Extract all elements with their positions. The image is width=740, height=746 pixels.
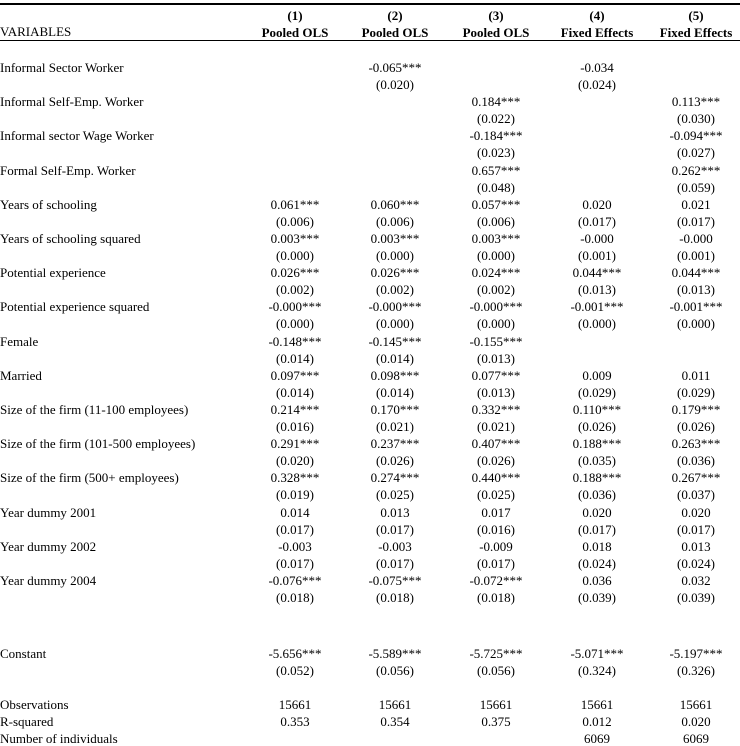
- std-error-cell: (0.023): [477, 145, 515, 160]
- coefficient-cell: -0.009: [479, 539, 513, 554]
- row-label: Year dummy 2001: [0, 505, 97, 520]
- coefficient-cell: 0.032: [681, 573, 711, 588]
- coefficient-cell: 0.657***: [471, 163, 521, 178]
- coefficient-cell: 0.179***: [671, 402, 721, 417]
- std-error-cell: (0.026): [477, 453, 515, 468]
- coefficient-cell: -5.197***: [669, 646, 723, 661]
- coefficient-cell: 0.188***: [572, 470, 622, 485]
- std-error-cell: (0.020): [376, 77, 414, 92]
- column-model: Pooled OLS: [462, 25, 530, 40]
- coefficient-cell: -0.001***: [669, 299, 723, 314]
- column-number: (5): [688, 8, 704, 23]
- row-label: Potential experience squared: [0, 299, 150, 314]
- std-error-cell: (0.020): [276, 453, 314, 468]
- coefficient-cell: 0.020: [582, 505, 612, 520]
- stat-cell: 15661: [378, 697, 412, 712]
- coefficient-cell: 0.098***: [370, 368, 420, 383]
- coefficient-cell: -0.000***: [469, 299, 523, 314]
- column-number: (4): [589, 8, 605, 23]
- std-error-cell: (0.017): [677, 214, 715, 229]
- coefficient-cell: -0.001***: [570, 299, 624, 314]
- coefficient-cell: 0.077***: [471, 368, 521, 383]
- std-error-cell: (0.017): [578, 214, 616, 229]
- std-error-cell: (0.000): [376, 316, 414, 331]
- std-error-cell: (0.036): [677, 453, 715, 468]
- std-error-cell: (0.024): [578, 77, 616, 92]
- std-error-cell: (0.002): [276, 282, 314, 297]
- std-error-cell: (0.326): [677, 663, 715, 678]
- column-number: (2): [387, 8, 403, 23]
- std-error-cell: (0.025): [477, 487, 515, 502]
- coefficient-cell: 0.003***: [370, 231, 420, 246]
- std-error-cell: (0.002): [477, 282, 515, 297]
- row-label: Informal sector Wage Worker: [0, 128, 154, 143]
- coefficient-cell: -0.034: [580, 60, 614, 75]
- coefficient-cell: 0.024***: [471, 265, 521, 280]
- column-header-5: [651, 7, 740, 41]
- std-error-cell: (0.039): [677, 590, 715, 605]
- std-error-cell: (0.001): [578, 248, 616, 263]
- row-label: Constant: [0, 646, 47, 661]
- stat-label: Number of individuals: [0, 731, 118, 746]
- stat-cell: 15661: [679, 697, 713, 712]
- coefficient-cell: 0.003***: [270, 231, 320, 246]
- std-error-cell: (0.006): [276, 214, 314, 229]
- coefficient-cell: 0.018: [582, 539, 612, 554]
- std-error-cell: (0.021): [477, 419, 515, 434]
- std-error-cell: (0.013): [677, 282, 715, 297]
- std-error-cell: (0.036): [578, 487, 616, 502]
- coefficient-cell: -5.656***: [268, 646, 322, 661]
- coefficient-cell: 0.011: [681, 368, 711, 383]
- table-top-rule: [0, 3, 740, 5]
- column-number: (3): [488, 8, 504, 23]
- std-error-cell: (0.000): [276, 248, 314, 263]
- std-error-cell: (0.026): [578, 419, 616, 434]
- coefficient-cell: 0.263***: [671, 436, 721, 451]
- coefficient-cell: -0.003: [378, 539, 412, 554]
- coefficient-cell: 0.407***: [471, 436, 521, 451]
- std-error-cell: (0.030): [677, 111, 715, 126]
- coefficient-cell: 0.014: [280, 505, 310, 520]
- std-error-cell: (0.019): [276, 487, 314, 502]
- std-error-cell: (0.026): [376, 453, 414, 468]
- stat-cell: 6069: [584, 731, 610, 746]
- column-header-4: [547, 7, 647, 41]
- coefficient-cell: 0.440***: [471, 470, 521, 485]
- std-error-cell: (0.013): [477, 385, 515, 400]
- row-label: Size of the firm (500+ employees): [0, 470, 179, 485]
- std-error-cell: (0.006): [477, 214, 515, 229]
- coefficient-cell: 0.291***: [270, 436, 320, 451]
- std-error-cell: (0.017): [276, 522, 314, 537]
- coefficient-cell: 0.214***: [270, 402, 320, 417]
- std-error-cell: (0.000): [477, 316, 515, 331]
- coefficient-cell: 0.017: [481, 505, 511, 520]
- column-header-1: [245, 7, 345, 41]
- std-error-cell: (0.000): [276, 316, 314, 331]
- std-error-cell: (0.324): [578, 663, 616, 678]
- coefficient-cell: 0.044***: [671, 265, 721, 280]
- coefficient-cell: 0.009: [582, 368, 612, 383]
- std-error-cell: (0.048): [477, 180, 515, 195]
- std-error-cell: (0.013): [578, 282, 616, 297]
- std-error-cell: (0.035): [578, 453, 616, 468]
- std-error-cell: (0.014): [376, 351, 414, 366]
- std-error-cell: (0.000): [477, 248, 515, 263]
- std-error-cell: (0.056): [376, 663, 414, 678]
- std-error-cell: (0.002): [376, 282, 414, 297]
- row-label: Size of the firm (101-500 employees): [0, 436, 196, 451]
- coefficient-cell: 0.020: [681, 505, 711, 520]
- coefficient-cell: 0.057***: [471, 197, 521, 212]
- coefficient-cell: -0.184***: [469, 128, 523, 143]
- std-error-cell: (0.027): [677, 145, 715, 160]
- stat-cell: 0.012: [582, 714, 612, 729]
- coefficient-cell: 0.188***: [572, 436, 622, 451]
- stat-label: Observations: [0, 697, 69, 712]
- coefficient-cell: 0.060***: [370, 197, 420, 212]
- stat-cell: 6069: [683, 731, 709, 746]
- coefficient-cell: -0.076***: [268, 573, 322, 588]
- std-error-cell: (0.013): [477, 351, 515, 366]
- std-error-cell: (0.059): [677, 180, 715, 195]
- column-header-3: [446, 7, 546, 41]
- coefficient-cell: 0.021: [681, 197, 711, 212]
- stat-label: R-squared: [0, 714, 54, 729]
- coefficient-cell: 0.036: [582, 573, 612, 588]
- std-error-cell: (0.000): [677, 316, 715, 331]
- coefficient-cell: -0.075***: [368, 573, 422, 588]
- stat-cell: 0.354: [380, 714, 410, 729]
- std-error-cell: (0.018): [376, 590, 414, 605]
- coefficient-cell: -0.000: [679, 231, 713, 246]
- coefficient-cell: -5.725***: [469, 646, 523, 661]
- std-error-cell: (0.039): [578, 590, 616, 605]
- std-error-cell: (0.017): [376, 522, 414, 537]
- std-error-cell: (0.014): [276, 385, 314, 400]
- coefficient-cell: 0.274***: [370, 470, 420, 485]
- std-error-cell: (0.016): [477, 522, 515, 537]
- row-label: Year dummy 2002: [0, 539, 97, 554]
- row-label: Informal Self-Emp. Worker: [0, 94, 144, 109]
- std-error-cell: (0.016): [276, 419, 314, 434]
- std-error-cell: (0.000): [578, 316, 616, 331]
- coefficient-cell: -0.145***: [368, 334, 422, 349]
- coefficient-cell: 0.061***: [270, 197, 320, 212]
- stat-cell: 15661: [278, 697, 312, 712]
- coefficient-cell: 0.332***: [471, 402, 521, 417]
- header-rule: [0, 40, 740, 41]
- std-error-cell: (0.017): [376, 556, 414, 571]
- std-error-cell: (0.037): [677, 487, 715, 502]
- coefficient-cell: 0.328***: [270, 470, 320, 485]
- coefficient-cell: 0.026***: [270, 265, 320, 280]
- coefficient-cell: 0.170***: [370, 402, 420, 417]
- variables-header: VARIABLES: [0, 24, 72, 39]
- coefficient-cell: 0.097***: [270, 368, 320, 383]
- column-header-2: [345, 7, 445, 41]
- std-error-cell: (0.021): [376, 419, 414, 434]
- coefficient-cell: -0.000***: [368, 299, 422, 314]
- column-model: Pooled OLS: [261, 25, 329, 40]
- std-error-cell: (0.024): [578, 556, 616, 571]
- std-error-cell: (0.017): [276, 556, 314, 571]
- coefficient-cell: -0.155***: [469, 334, 523, 349]
- std-error-cell: (0.017): [477, 556, 515, 571]
- coefficient-cell: 0.013: [380, 505, 410, 520]
- std-error-cell: (0.024): [677, 556, 715, 571]
- stat-cell: 0.375: [481, 714, 511, 729]
- std-error-cell: (0.029): [578, 385, 616, 400]
- coefficient-cell: -0.065***: [368, 60, 422, 75]
- std-error-cell: (0.052): [276, 663, 314, 678]
- coefficient-cell: 0.013: [681, 539, 711, 554]
- std-error-cell: (0.026): [677, 419, 715, 434]
- std-error-cell: (0.017): [578, 522, 616, 537]
- coefficient-cell: 0.262***: [671, 163, 721, 178]
- std-error-cell: (0.014): [376, 385, 414, 400]
- row-label: Year dummy 2004: [0, 573, 97, 588]
- coefficient-cell: -0.003: [278, 539, 312, 554]
- std-error-cell: (0.018): [276, 590, 314, 605]
- coefficient-cell: 0.110***: [572, 402, 622, 417]
- stat-cell: 0.020: [681, 714, 711, 729]
- row-label: Years of schooling: [0, 197, 97, 212]
- coefficient-cell: 0.267***: [671, 470, 721, 485]
- coefficient-cell: 0.184***: [471, 94, 521, 109]
- coefficient-cell: 0.020: [582, 197, 612, 212]
- std-error-cell: (0.056): [477, 663, 515, 678]
- stat-cell: 15661: [479, 697, 513, 712]
- stat-cell: 0.353: [280, 714, 310, 729]
- coefficient-cell: 0.113***: [671, 94, 721, 109]
- coefficient-cell: -0.000: [580, 231, 614, 246]
- std-error-cell: (0.018): [477, 590, 515, 605]
- row-label: Married: [0, 368, 42, 383]
- coefficient-cell: 0.026***: [370, 265, 420, 280]
- std-error-cell: (0.014): [276, 351, 314, 366]
- row-label: Female: [0, 334, 39, 349]
- coefficient-cell: 0.237***: [370, 436, 420, 451]
- coefficient-cell: -0.072***: [469, 573, 523, 588]
- std-error-cell: (0.017): [677, 522, 715, 537]
- column-number: (1): [287, 8, 303, 23]
- row-label: Size of the firm (11-100 employees): [0, 402, 189, 417]
- row-label: Formal Self-Emp. Worker: [0, 163, 136, 178]
- stat-cell: 15661: [580, 697, 614, 712]
- row-label: Informal Sector Worker: [0, 60, 124, 75]
- std-error-cell: (0.001): [677, 248, 715, 263]
- coefficient-cell: -5.589***: [368, 646, 422, 661]
- coefficient-cell: -0.148***: [268, 334, 322, 349]
- coefficient-cell: -5.071***: [570, 646, 624, 661]
- std-error-cell: (0.000): [376, 248, 414, 263]
- coefficient-cell: 0.003***: [471, 231, 521, 246]
- std-error-cell: (0.006): [376, 214, 414, 229]
- std-error-cell: (0.025): [376, 487, 414, 502]
- column-model: Pooled OLS: [361, 25, 429, 40]
- coefficient-cell: 0.044***: [572, 265, 622, 280]
- coefficient-cell: -0.000***: [268, 299, 322, 314]
- coefficient-cell: -0.094***: [669, 128, 723, 143]
- column-model: Fixed Effects: [560, 25, 634, 40]
- row-label: Years of schooling squared: [0, 231, 141, 246]
- std-error-cell: (0.022): [477, 111, 515, 126]
- std-error-cell: (0.029): [677, 385, 715, 400]
- column-model: Fixed Effects: [659, 25, 733, 40]
- row-label: Potential experience: [0, 265, 106, 280]
